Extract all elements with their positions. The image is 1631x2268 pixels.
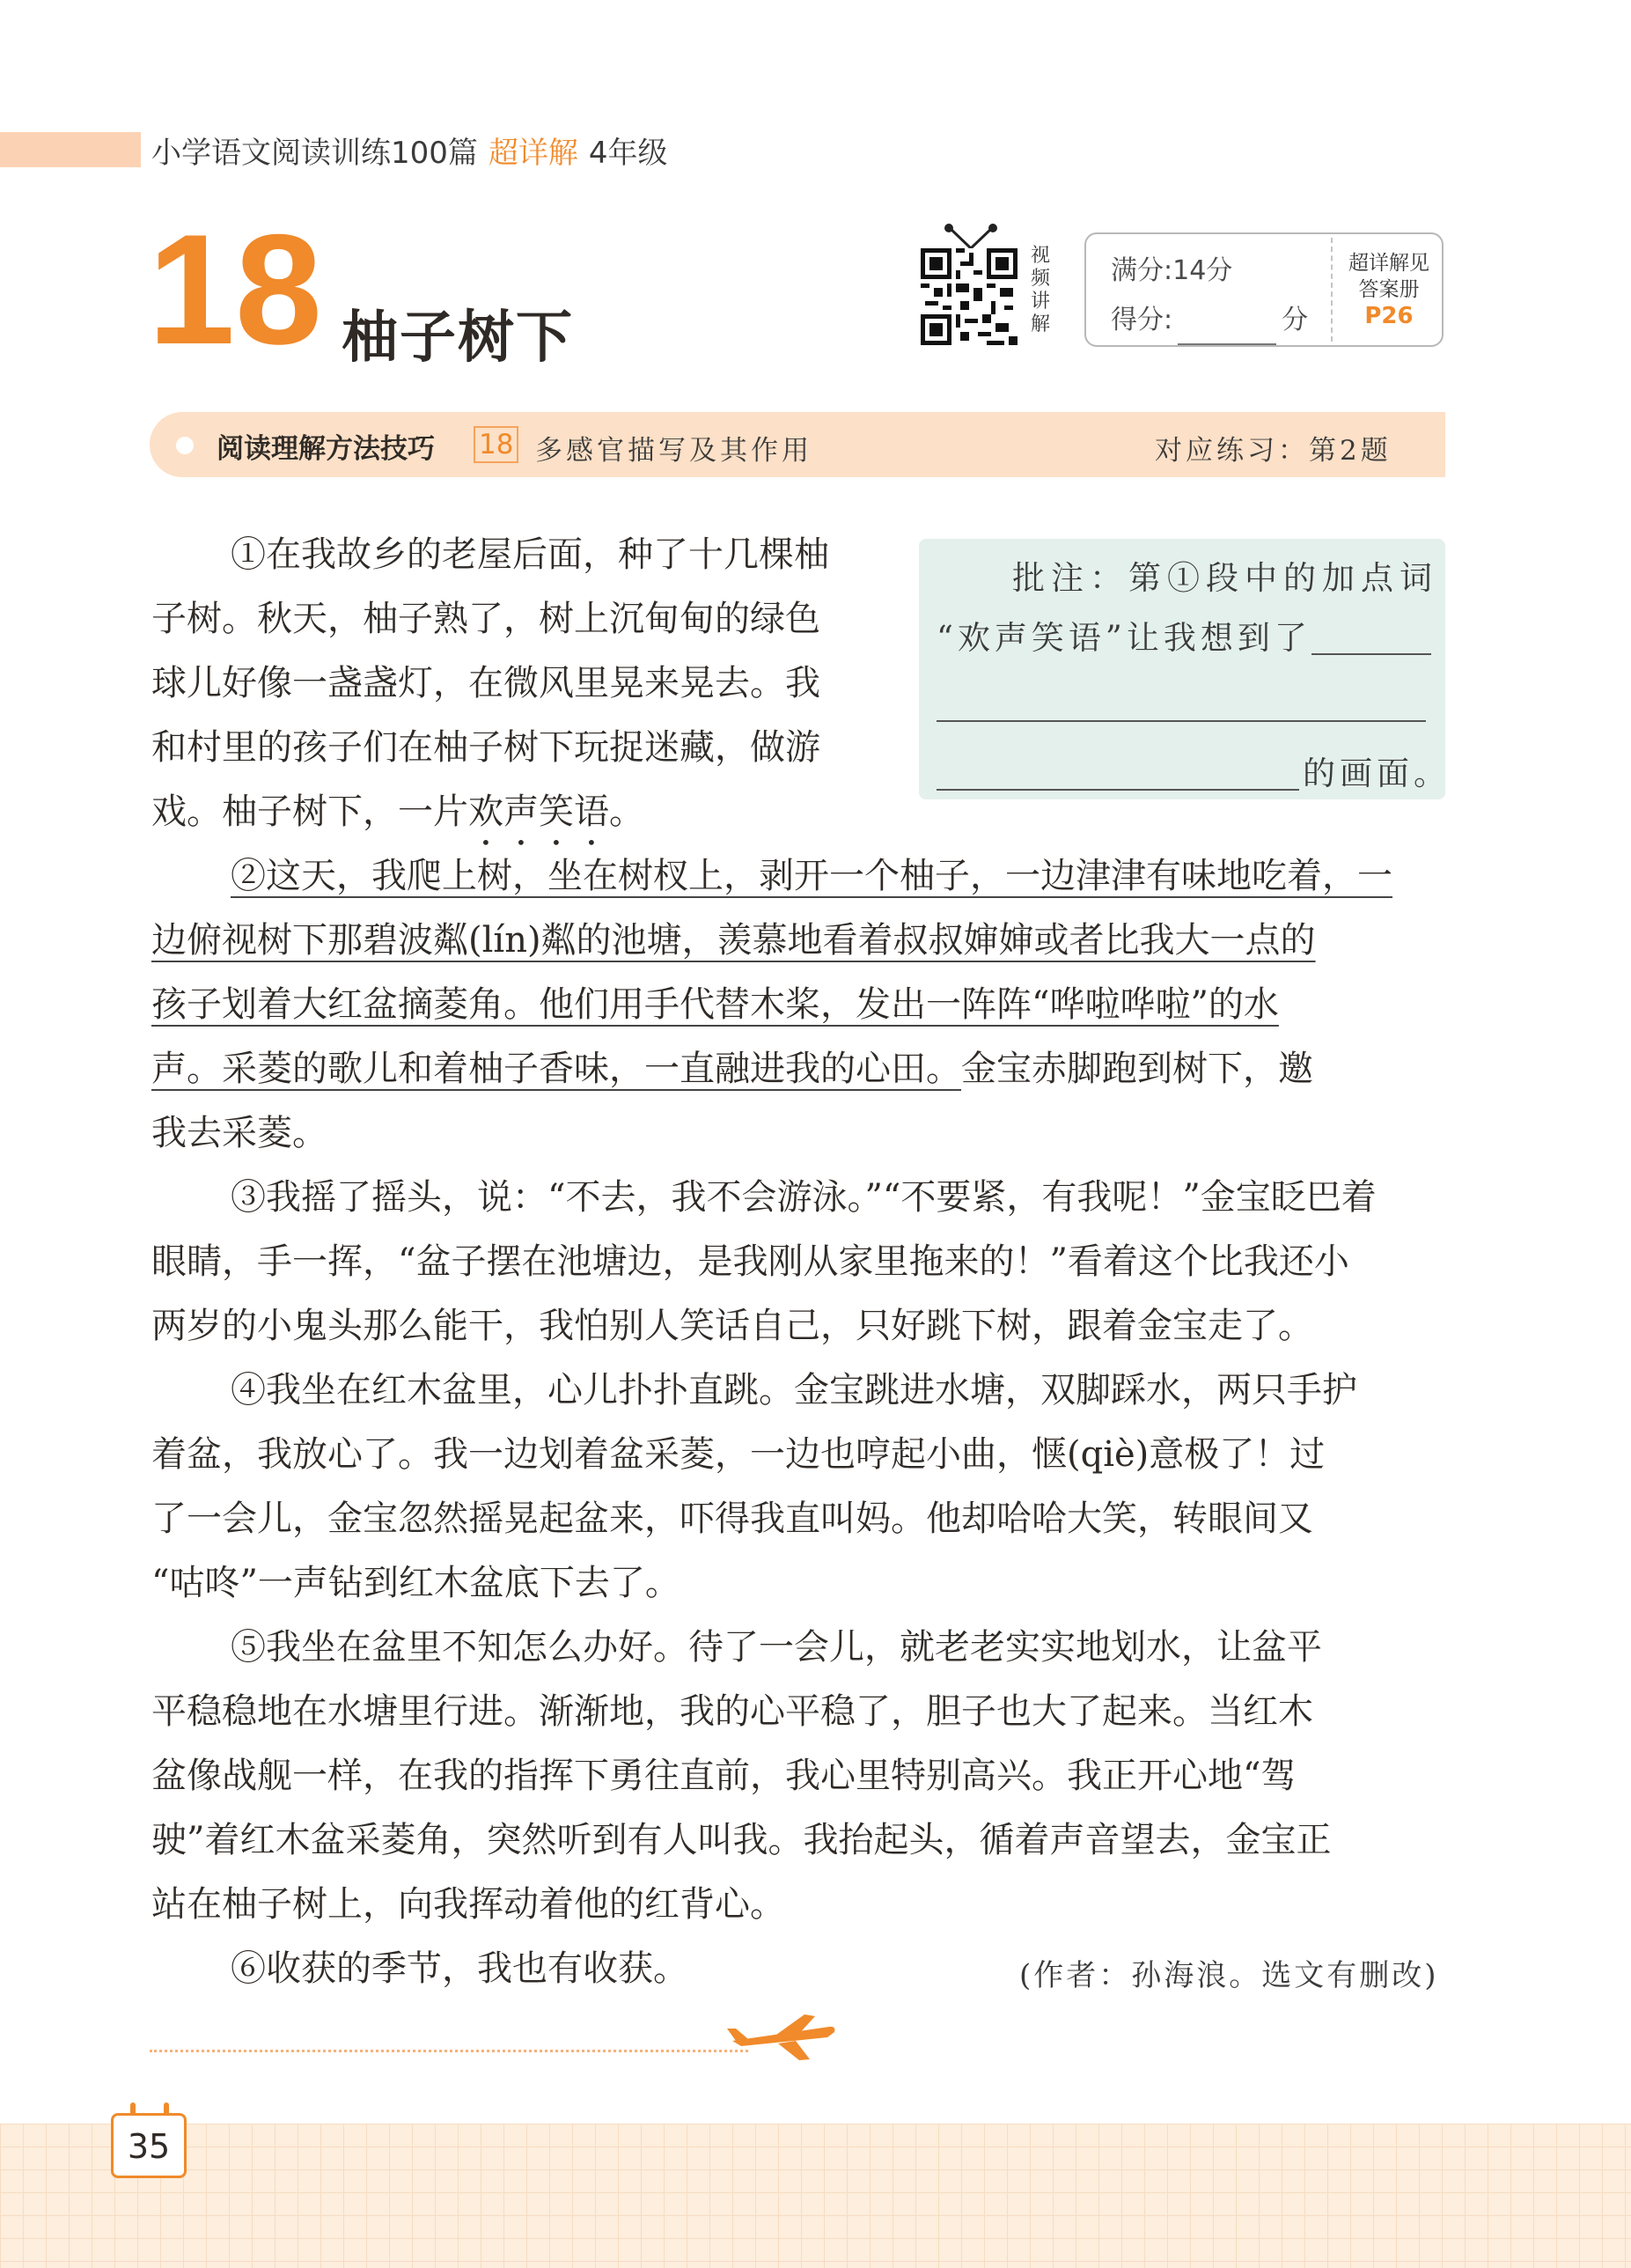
- underlined-line: 边俯视树下那碧波粼(lín)粼的池塘，羡慕地看着叔叔婶婶或者比我大一点的: [151, 920, 1316, 961]
- book-grade: 4年级: [588, 136, 668, 171]
- passage-line: 平稳稳地在水塘里行进。渐渐地，我的心平稳了，胆子也大了起来。当红木: [151, 1691, 1313, 1732]
- lesson-title: 柚子树下: [342, 306, 574, 371]
- page-number: 35: [127, 2127, 171, 2166]
- book-title: 小学语文阅读训练100篇: [151, 136, 478, 171]
- passage-line: ⑥收获的季节，我也有收获。: [231, 1948, 688, 1989]
- passage-line: 驶”着红木盆采菱角，突然听到有人叫我。我抬起头，循着声音望去，金宝正: [151, 1820, 1332, 1860]
- passage-line: 眼睛，手一挥，“盆子摆在池塘边，是我刚从家里拖来的！”看着这个比我还小: [151, 1241, 1349, 1282]
- author-credit: (作者：孙海浪。选文有删改): [1019, 1958, 1439, 1993]
- annotation-line-2: “欢声笑语”让我想到了: [937, 619, 1311, 657]
- underlined-line: 声。采菱的歌儿和着柚子香味，一直融进我的心田。: [151, 1049, 961, 1089]
- passage-line: 了一会儿，金宝忽然摇晃起盆来，吓得我直叫妈。他却哈哈大笑，转眼间又: [151, 1498, 1313, 1539]
- passage-line: 球儿好像一盏盏灯，在微风里晃来晃去。我: [151, 663, 820, 703]
- method-label: 阅读理解方法技巧: [217, 433, 435, 465]
- book-highlight: 超详解: [488, 136, 578, 171]
- footer-grid-band: [0, 2124, 1631, 2268]
- annotation-blank-1[interactable]: [1311, 653, 1431, 655]
- method-topic: 多感官描写及其作用: [535, 435, 812, 467]
- passage-line: ⑤我坐在盆里不知怎么办好。待了一会儿，就老老实实地划水，让盆平: [231, 1627, 1322, 1668]
- passage-line: 子树。秋天，柚子熟了，树上沉甸甸的绿色: [151, 599, 820, 639]
- passage-line: ③我摇了摇头，说：“不去，我不会游泳。”“不要紧，有我呢！”金宝眨巴着: [231, 1177, 1377, 1218]
- answer-page: P26: [1364, 303, 1414, 329]
- passage-line: 声。采菱的歌儿和着柚子香味，一直融进我的心田。金宝赤脚跑到树下，邀: [151, 1049, 1313, 1089]
- answer-ref: 超详解见 答案册 P26: [1334, 250, 1444, 329]
- passage-line: 站在柚子树上，向我挥动着他的红背心。: [151, 1884, 785, 1925]
- method-practice: 对应练习：第2题: [1155, 435, 1392, 467]
- score-divider: [1331, 238, 1333, 342]
- passage-line: 着盆，我放心了。我一边划着盆采菱，一边也哼起小曲，惬(qiè)意极了！过: [151, 1434, 1326, 1475]
- passage-line: 盆像战舰一样，在我的指挥下勇往直前，我心里特别高兴。我正开心地“驾: [151, 1756, 1297, 1796]
- lesson-number: 18: [148, 202, 322, 377]
- passage-line: ④我坐在红木盆里，心儿扑扑直跳。金宝跳进水塘，双脚踩水，两只手护: [231, 1370, 1357, 1410]
- passage-line: 我去采菱。: [151, 1113, 327, 1153]
- emphasized-phrase: 欢声笑语: [468, 792, 609, 832]
- passage-line: 两岁的小鬼头那么能干，我怕别人笑话自己，只好跳下树，跟着金宝走了。: [151, 1306, 1313, 1346]
- passage-line: 戏。柚子树下，一片欢声笑语。: [151, 792, 644, 832]
- bullet-dot-icon: [176, 437, 194, 454]
- got-score-blank[interactable]: [1178, 319, 1276, 345]
- underlined-line: 孩子划着大红盆摘菱角。他们用手代替木桨，发出一阵阵“哗啦哗啦”的水: [151, 984, 1279, 1025]
- dotted-divider: [150, 2050, 748, 2052]
- passage-line: “咕咚”一声钻到红木盆底下去了。: [151, 1563, 680, 1603]
- passage-line: ①在我故乡的老屋后面，种了十几棵柚: [231, 534, 829, 575]
- score-fields: [1111, 247, 1308, 345]
- qr-code-icon[interactable]: [921, 248, 1018, 345]
- method-number: 18: [474, 426, 518, 463]
- video-label: 视 频 讲 解: [1030, 245, 1050, 335]
- annotation-blank-2[interactable]: [937, 720, 1426, 722]
- header-accent-band: [0, 132, 141, 167]
- annotation-line-1: 批注：第①段中的加点词: [1012, 559, 1438, 597]
- airplane-icon: [724, 2011, 838, 2064]
- tv-antenna-icon: [931, 224, 1010, 250]
- full-score: 满分:14分: [1111, 255, 1233, 286]
- got-score-row: 得分: 分: [1111, 296, 1308, 345]
- passage-line: 和村里的孩子们在柚子树下玩捉迷藏，做游: [151, 727, 820, 768]
- underlined-line: ②这天，我爬上树，坐在树杈上，剥开一个柚子，一边津津有味地吃着，一: [231, 856, 1392, 896]
- annotation-line-end: 的画面。: [1303, 755, 1451, 792]
- book-header: [151, 129, 668, 172]
- annotation-blank-3[interactable]: [937, 789, 1299, 791]
